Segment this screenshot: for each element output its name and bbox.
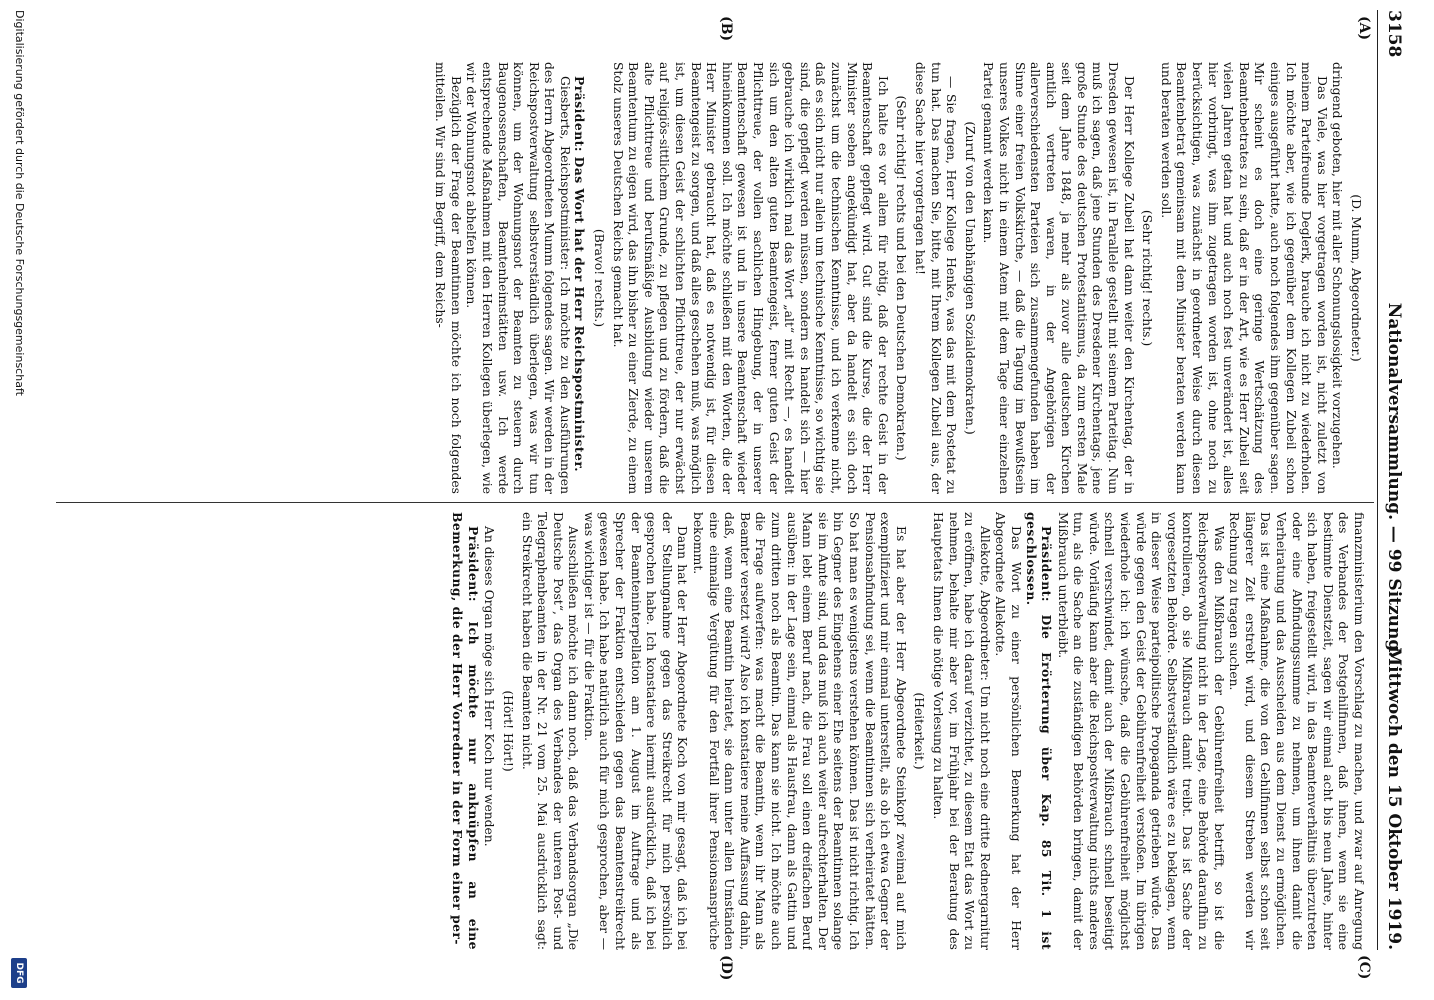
paragraph: Dann hat der Herr Abgeordnete Koch von mir gesagt, daß ich bei der Stellungnahme gegen das Streikrecht für mich persönlich gesprochen habe. Ich konstatiere hiermit ausdrücklich, daß ich bei der Beamteninterpellation am 1. August im Auftrage und als Sprecher der Fraktion entschieden gegen das Beamtenstreikrecht gewesen habe. Ich habe natürlich auch für mich gesprochen, aber — was wichtiger ist — für die Fraktion. xyxy=(581,512,690,950)
margin-marker-a: (A) xyxy=(1356,16,1372,41)
digitization-credit: Digitalisierung gefördert durch die Deutsche Forschungsgemeinschaft xyxy=(13,10,26,396)
right-column xyxy=(61,512,1366,950)
paragraph: Ich halte es vor allem für nötig, daß der rechte Geist in der Beamtenschaft gepflegt wird. Gut sind die Kurse, die der Herr Minister soeben angekündigt hat, aber da handelt es sich doch zunächst um die technischen Kenntnisse, und ich verkenne nicht, daß es sich nicht nur allein um technische Kenntnisse, so wichtig sie sind, die gepflegt werden müssen, sondern es handelt sich — hier gebrauche ich wirklich mal das Wort „alt“ mit Recht —, es handelt sich um den alten guten Beamtengeist, ferner guten Geist der Pflichttreue, der vollen sachlichen Hingebung, der in unserer Beamtenschaft gewesen ist und in unsere Beamtenschaft wieder hineinkommen soll. Ich möchte schließen mit den Worten, die der Herr Minister gebraucht hat, daß es notwendig ist, für diesen Beamtengeist zu sorgen, und daß alles geschehen muß, was möglich ist, um diesen Geist der schlichten Pflichttreue, der nur erwächst auf religiös-sittlichem Grunde, zu pflegen und zu fördern, daß die alte Pflichttreue und berufsmäßige Ausbildung wieder unserem Beamtentum zu eigen wird, das ihn bisher zu einer Zierde, zu einem Stolz unseres Deutschen Reichs gemacht hat. xyxy=(610,62,890,494)
president-remark: Präsident: Ich möchte nur anknüpfen an eine Bemerkung, die der Herr Vorredner in der Form einer per- xyxy=(450,512,481,950)
column-divider xyxy=(56,502,1374,503)
interjection: (Heiterkeit.) xyxy=(912,692,927,770)
interjection: (Bravo! rechts.) xyxy=(592,228,607,328)
paragraph: finanzministerium den Vorschlag zu machen, und zwar auf Anregung des Verbandes der Postgehilfinnen, daß ihnen, wenn sie eine bestimmte Dienstzeit, sagen wir einmal acht bis neun Jahre, hinter sich haben, freigestellt wird, in das Beamtenverhältnis überzutreten oder eine Abfindungssumme zu nehmen, um ihnen damit die Verheiratung und das Ausscheiden aus dem Dienst zu ermöglichen. Das ist eine Maßnahme, die von den Gehilfinnen selbst schon seit längerer Zeit erstrebt wird, und diesem Streben werden wir Rechnung zu tragen suchen. xyxy=(1227,512,1366,950)
margin-marker-b: (B) xyxy=(718,16,734,42)
paragraph: Das Viele, was hier vorgetragen worden ist, nicht zuletzt von meinem Parteifreunde Deglerk, brauche ich nicht zu wiederholen. Ich möchte aber, wie ich gegenüber dem Kollegen Zubeil schon einiges ausgeführt hatte, auch noch folgendes ihm gegenüber sagen. Mir scheint es doch eine geringe Wertschätzung des Beamtenbetrates zu sein, daß er in der Art, wie es Herr Zubeil seit vielen Jahren getan hat und auch noch fest unverändert ist, alles hier vorbringt, was ihm zugetragen worden ist, ohne noch zu berücksichtigen, was zunächst in geordneter Weise durch diesen Beamtenbetrat gemeinsam mit dem Minister beraten werden kann und beraten werden soll. xyxy=(1158,62,1329,494)
interjection: (Zuruf von den Unabhängigen Sozialdemokraten.) xyxy=(962,121,977,435)
session-date: Mittwoch den 15 Oktober 1919. xyxy=(1384,647,1404,950)
minister-speech: Giesberts, Reichspostminister: Ich möchte zu den Ausführungen des Herrn Abgeordneten Mumm folgendes sagen. Wir werden in der Reichspostverwaltung selbstverständlich überlegen, was wir tun können, um der Wohnungsnot der Beamten zu steuern durch Baugenossenschaften, Beamtenheimstätten usw. Ich werde entsprechende Maßnahmen mit den Herren Kollegen überlegen, wie wir der Wohnungsnot abhelfen können. xyxy=(464,62,572,494)
page-header xyxy=(1377,10,1404,950)
paragraph: Bezüglich der Frage der Beamtinnen möchte ich noch folgendes mitteilen. Wir sind im Begriff, dem Reichs- xyxy=(433,62,463,494)
paragraph: Was den Mißbrauch der Gebührenfreiheit betrifft, so ist die Reichspostverwaltung nicht in der Lage, eine Behörde daraufhin zu kontrollieren, ob sie Mißbrauch damit treibt. Das ist Sache der vorgesetzten Behörde. Selbstverständlich wäre es zu beklagen, wenn in dieser Weise parteipolitische Propaganda getrieben würde. Das würde gegen den Geist der Gebührenfreiheit verstoßen. Im übrigen wiederhole ich: ich wünsche, daß die Gebührenfreiheit möglichst schnell verschwindet, damit auch der Mißbrauch schnell beseitigt würde. Vorläufig kann aber die Reichspostverwaltung nichts anderes tun, als die Sache an die zuständigen Behörden bringen, damit der Mißbrauch unterbleibt. xyxy=(1055,512,1226,950)
interjection: (Sehr richtig! rechts und bei den Deutschen Demokraten.) xyxy=(894,95,909,461)
president-remark: Präsident: Die Erörterung über Kap. 85 Tit. 1 ist geschlossen. xyxy=(1023,512,1055,950)
paragraph: An dieses Organ möge sich Herr Koch nur wenden. xyxy=(482,526,497,847)
speaker-line: (D. Mumm, Abgeordneter.) xyxy=(1349,194,1363,362)
margin-marker-c: (C) xyxy=(1356,955,1372,980)
interjection: (Hört! Hört!) xyxy=(500,690,515,772)
paragraph: Es hat aber der Herr Abgeordnete Steinkopf zweimal auf mich exemplifiziert und mir einmal unterstellt, als ob ich etwa Gegner der Pensionsabfindung sei, wenn die Beamtinnen sich verheiratet hätten. So hat man es wenigstens verstehen können. Das ist nicht richtig. Ich bin Gegner des Eingehens einer Ehe seitens der Beamtinnen solange sie im Amte sind, und das muß ich auch weiter aufrechterhalten. Der Mann lebt einem Beruf nach, die Frau soll einen dreifachen Beruf ausüben: in der Lage sein, einmal als Hausfrau, dann als Gattin und zum dritten noch als Beamtin. Das kann sie nicht. Ich möchte auch die Frage aufwerfen: was macht die Beamtin, wenn ihr Mann als Beamter versetzt wird? Also ich konstatiere meine Auffassung dahin, daß, wenn eine Beamtin heiratet, sie dann unter allen Umständen eine einmalige Vergütung für den Fortfall ihrer Pensionsansprüche bekommt. xyxy=(691,512,908,950)
margin-marker-d: (D) xyxy=(718,955,734,981)
paragraph: Ausschließen möchte ich dann noch, daß das Verbandsorgan „Die Deutsche Post“, das Organ des Verbandes der unteren Post- und Telegraphenbeamten in der Nr. 21 vom 25. Mai ausdrücklich sagt: ein Streikrecht haben die Beamten nicht. xyxy=(519,512,581,950)
left-column xyxy=(61,62,1366,494)
page-footer xyxy=(7,0,29,1000)
speaker-speech: Allekotte, Abgeordneter: Um nicht noch eine dritte Rednergarnitur zu eröffnen, habe ich darauf verzichtet, zu diesem Etat das Wort zu nehmen, behalte mir aber vor, im Frühjahr bei der Beratung des Hauptetats Ihnen die nötige Vorlesung zu halten. xyxy=(930,512,992,950)
president-remark: Präsident: Das Wort hat der Herr Reichspostminister. xyxy=(572,76,588,472)
page-title: Nationalversammlung. — 99 Sitzung. xyxy=(1384,302,1404,658)
interjection: (Sehr richtig! rechts.) xyxy=(1140,209,1155,347)
paragraph: Das Wort zu einer persönlichen Bemerkung hat der Herr Abgeordnete Allekotte. xyxy=(993,512,1023,950)
paragraph: — Sie fragen, Herr Kollege Henke, was das mit dem Postetat zu tun hat. Das machen Sie, bitte, mit Ihrem Kollegen Zubeil aus, der diese Sache hier vorgetragen hat! xyxy=(912,62,959,494)
page-number: 3158 xyxy=(1384,10,1404,58)
dfg-logo-icon: DFG xyxy=(11,958,27,988)
paragraph: Der Herr Kollege Zubeil hat dann weiter den Kirchentag, der in Dresden gewesen ist, in Parallele gestellt mit seinem Parteitag. Nun muß ich sagen, daß jene Stunden des Dresdener Kirchentags, jene große Stunde des deutschen Protestantismus, da zum ersten Male seit dem Jahre 1848, ja mehr als zuvor alle deutschen Kirchen amtlich vertreten waren, in der Angehörigen der allerverschiedensten Parteien sich zusammengefunden haben im Sinne einer freien Volkskirche, — daß die Tagung im Bewußtsein unseres Volkes nicht in einem Atem mit dem Tage einer einzelnen Partei genannt werden kann. xyxy=(981,62,1136,494)
paragraph: dringend geboten, hier mit aller Schonungslosigkeit vorzugehen. xyxy=(1330,62,1345,469)
